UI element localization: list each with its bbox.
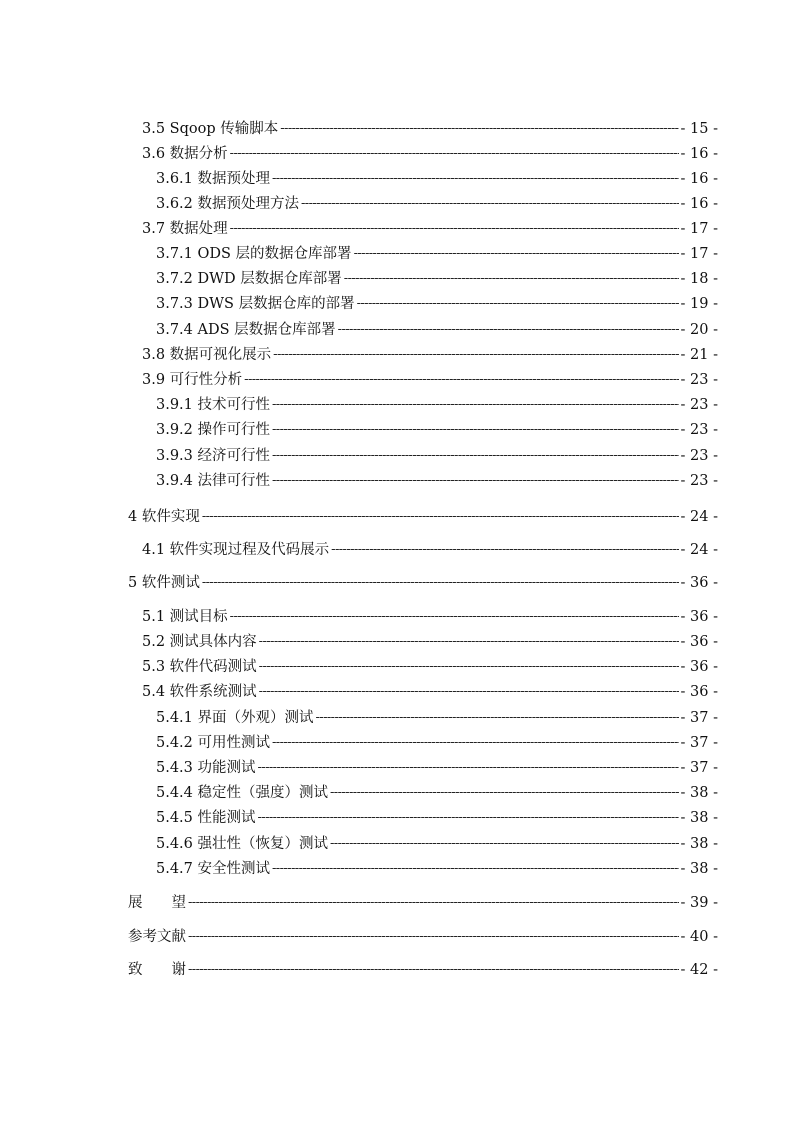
toc-entry-title: 3.9 可行性分析 [142,372,243,388]
toc-entry-title: 5.3 软件代码测试 [142,659,257,675]
toc-entry[interactable] [128,506,718,528]
toc-entry[interactable] [142,631,718,653]
toc-entry[interactable] [156,782,718,804]
toc-page-number: - 15 - [680,121,718,137]
toc-entry[interactable] [156,319,718,341]
dot-leader [272,168,679,190]
toc-page-number: - 40 - [680,929,718,945]
dot-leader [188,959,679,981]
toc-entry[interactable] [156,445,718,467]
toc-entry-title: 5.4.7 安全性测试 [156,861,271,877]
toc-entry-title: 3.7.3 DWS 层数据仓库的部署 [156,296,355,312]
dot-leader [259,656,679,678]
toc-entry-title: 4 软件实现 [128,509,200,525]
toc-entry[interactable] [128,959,718,981]
toc-entry[interactable] [156,394,718,416]
dot-leader [188,892,679,914]
toc-entry-title: 5.4.4 稳定性（强度）测试 [156,785,329,801]
toc-page-number: - 37 - [680,735,718,751]
toc-entry[interactable] [156,807,718,829]
toc-page-number: - 39 - [680,895,718,911]
toc-page-number: - 37 - [680,760,718,776]
toc-entry-title: 3.6 数据分析 [142,146,228,162]
dot-leader [272,445,679,467]
toc-entry[interactable] [142,143,718,165]
toc-entry[interactable] [156,707,718,729]
dot-leader [344,268,679,290]
toc-entry-title: 5.4.1 界面（外观）测试 [156,710,314,726]
toc-entry[interactable] [156,168,718,190]
toc-page-number: - 38 - [680,785,718,801]
dot-leader [331,539,678,561]
toc-entry-title: 5.4 软件系统测试 [142,684,257,700]
toc-entry-title: 5.4.2 可用性测试 [156,735,271,751]
toc-entry[interactable] [156,757,718,779]
toc-entry[interactable] [128,892,718,914]
toc-entry[interactable] [142,539,718,561]
toc-entry-title: 致 谢 [128,962,186,978]
toc-page-number: - 20 - [680,322,718,338]
dot-leader [272,470,679,492]
toc-entry[interactable] [142,118,718,140]
toc-entry-title: 3.7.4 ADS 层数据仓库部署 [156,322,336,338]
toc-entry-title: 5.4.3 功能测试 [156,760,256,776]
toc-entry-title: 4.1 软件实现过程及代码展示 [142,542,330,558]
dot-leader [338,319,679,341]
toc-page-number: - 17 - [680,221,718,237]
toc-entry-title: 3.7 数据处理 [142,221,228,237]
dot-leader [354,243,679,265]
toc-entry[interactable] [142,606,718,628]
dot-leader [280,118,678,140]
toc-entry[interactable] [156,419,718,441]
toc-entry[interactable] [156,268,718,290]
toc-page-number: - 23 - [680,448,718,464]
toc-page-number: - 21 - [680,347,718,363]
toc-page-number: - 16 - [680,171,718,187]
toc-page-number: - 23 - [680,397,718,413]
toc-entry-title: 3.8 数据可视化展示 [142,347,272,363]
toc-entry[interactable] [156,470,718,492]
toc-entry-title: 展 望 [128,895,186,911]
dot-leader [244,369,678,391]
toc-entry[interactable] [142,218,718,240]
toc-entry-title: 5 软件测试 [128,575,200,591]
toc-entry-title: 5.4.6 强壮性（恢复）测试 [156,836,329,852]
toc-entry-title: 3.9.1 技术可行性 [156,397,271,413]
toc-page-number: - 42 - [680,962,718,978]
dot-leader [259,631,679,653]
toc-page-number: - 18 - [680,271,718,287]
dot-leader [188,926,679,948]
dot-leader [259,681,679,703]
toc-entry-title: 参考文献 [128,929,186,945]
toc-page-number: - 23 - [680,372,718,388]
toc-entry[interactable] [128,572,718,594]
toc-page-number: - 24 - [680,542,718,558]
toc-entry-title: 3.9.3 经济可行性 [156,448,271,464]
toc-entry[interactable] [156,193,718,215]
toc-entry[interactable] [156,833,718,855]
toc-page-number: - 16 - [680,196,718,212]
dot-leader [301,193,679,215]
toc-entry-title: 5.2 测试具体内容 [142,634,257,650]
toc-page-number: - 17 - [680,246,718,262]
dot-leader [272,732,679,754]
dot-leader [230,218,679,240]
toc-page-number: - 38 - [680,810,718,826]
dot-leader [273,344,678,366]
toc-entry[interactable] [142,656,718,678]
toc-page-number: - 19 - [680,296,718,312]
toc-entry-title: 3.9.4 法律可行性 [156,473,271,489]
dot-leader [272,394,679,416]
toc-entry[interactable] [128,926,718,948]
toc-entry-title: 3.5 Sqoop 传输脚本 [142,121,279,137]
toc-page-number: - 38 - [680,861,718,877]
toc-entry-title: 3.9.2 操作可行性 [156,422,271,438]
toc-page-number: - 24 - [680,509,718,525]
toc-entry-title: 5.1 测试目标 [142,609,228,625]
dot-leader [316,707,679,729]
dot-leader [258,757,679,779]
toc-page-number: - 23 - [680,473,718,489]
toc-entry[interactable] [156,732,718,754]
toc-page-number: - 36 - [680,575,718,591]
toc-entry-title: 5.4.5 性能测试 [156,810,256,826]
dot-leader [202,572,679,594]
toc-page-number: - 38 - [680,836,718,852]
toc-page-number: - 36 - [680,684,718,700]
toc-entry[interactable] [156,293,718,315]
toc-page-number: - 36 - [680,659,718,675]
dot-leader [330,833,679,855]
dot-leader [272,419,679,441]
toc-page-number: - 16 - [680,146,718,162]
toc-entry[interactable] [142,344,718,366]
toc-entry-title: 3.6.2 数据预处理方法 [156,196,300,212]
dot-leader [272,858,679,880]
dot-leader [202,506,679,528]
toc-entry[interactable] [142,369,718,391]
dot-leader [230,606,679,628]
toc-page-number: - 23 - [680,422,718,438]
toc-entry[interactable] [156,858,718,880]
toc-entry[interactable] [142,681,718,703]
dot-leader [230,143,679,165]
dot-leader [357,293,679,315]
toc-entry[interactable] [156,243,718,265]
dot-leader [258,807,679,829]
toc-page-number: - 37 - [680,710,718,726]
toc-entry-title: 3.7.2 DWD 层数据仓库部署 [156,271,342,287]
toc-entry-title: 3.7.1 ODS 层的数据仓库部署 [156,246,352,262]
toc-entry-title: 3.6.1 数据预处理 [156,171,271,187]
dot-leader [330,782,679,804]
toc-page-number: - 36 - [680,634,718,650]
toc-page-number: - 36 - [680,609,718,625]
